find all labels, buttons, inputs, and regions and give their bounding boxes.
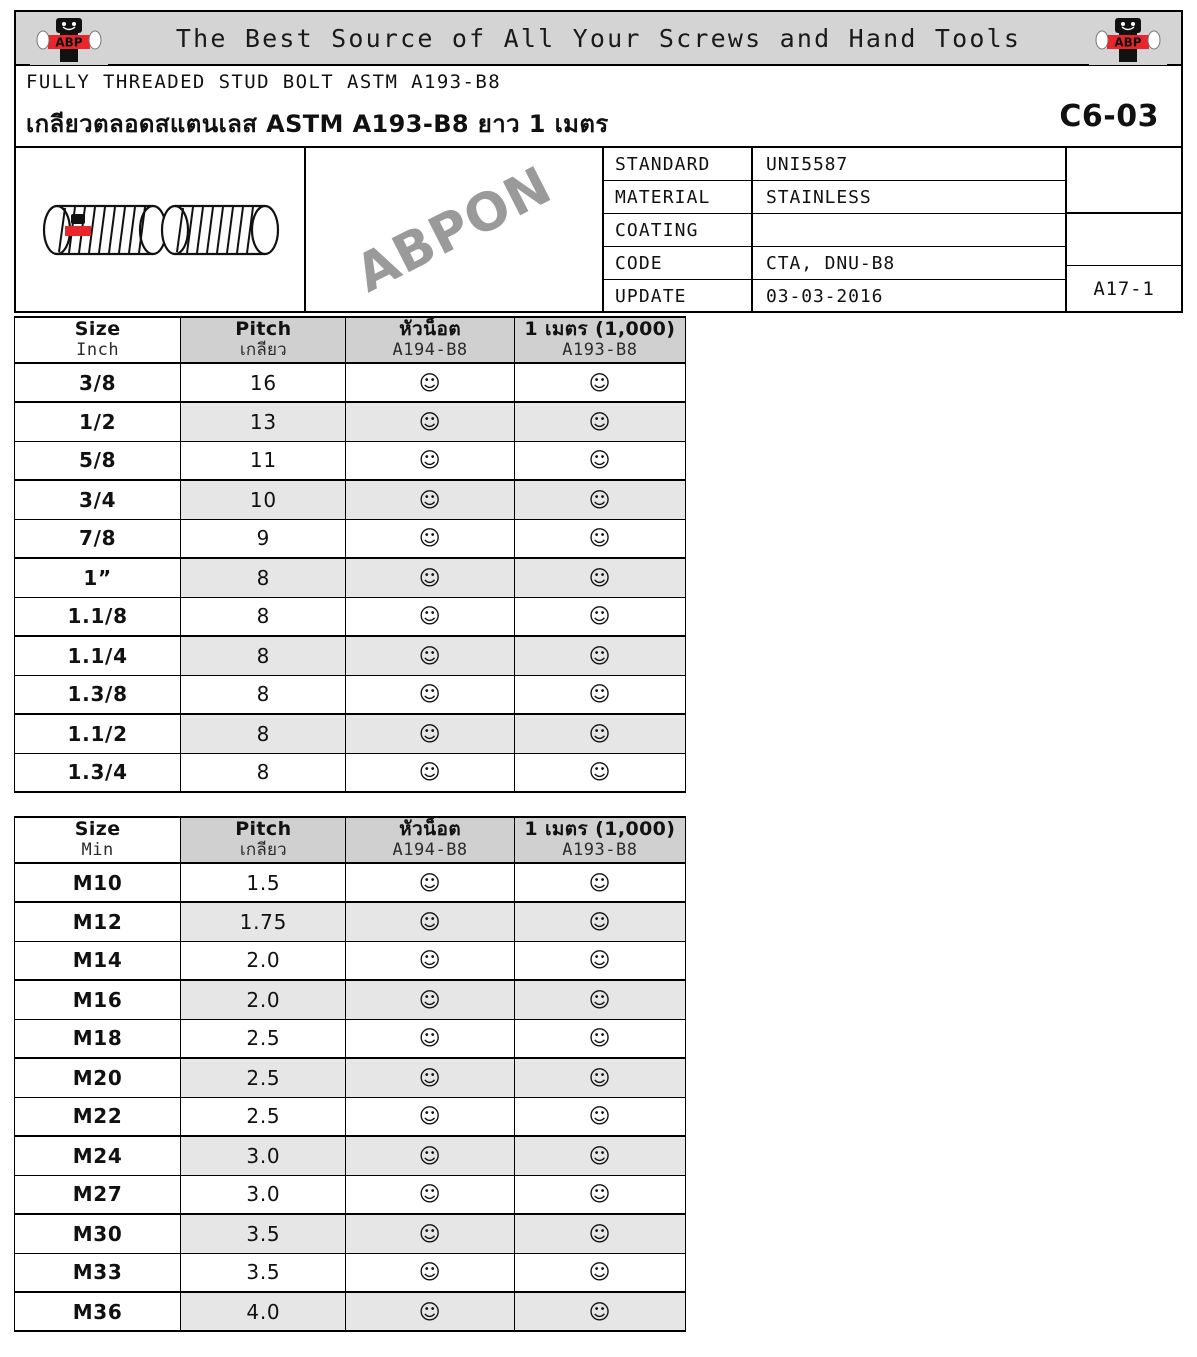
cell-size: M10 bbox=[15, 863, 181, 902]
cell-rod-availability bbox=[514, 1253, 685, 1292]
spec-side-top-cell bbox=[1067, 148, 1181, 214]
availability-smiley-icon: ☺ bbox=[418, 604, 442, 629]
cell-pitch: 9 bbox=[181, 519, 346, 558]
cell-nut-availability bbox=[346, 675, 514, 714]
table-row bbox=[15, 597, 686, 636]
cell-pitch: 3.0 bbox=[181, 1136, 346, 1175]
title-block bbox=[14, 66, 1183, 148]
cell-size: 7/8 bbox=[15, 519, 181, 558]
availability-smiley-icon: ☺ bbox=[588, 370, 612, 395]
table-header-row bbox=[15, 317, 686, 363]
availability-smiley-icon: ☺ bbox=[418, 721, 442, 746]
availability-smiley-icon: ☺ bbox=[418, 1065, 442, 1090]
availability-smiley-icon: ☺ bbox=[588, 948, 612, 973]
cell-nut-availability bbox=[346, 1097, 514, 1136]
header-pitch: Pitch เกลียว bbox=[181, 317, 346, 363]
spec-value: UNI5587 bbox=[766, 153, 849, 175]
availability-smiley-icon: ☺ bbox=[588, 448, 612, 473]
cell-size: M16 bbox=[15, 980, 181, 1019]
header-nut: หัวน็อต A194-B8 bbox=[346, 817, 514, 863]
svg-text:ABP: ABP bbox=[55, 35, 83, 50]
availability-smiley-icon: ☺ bbox=[588, 565, 612, 590]
header-rod: 1 เมตร (1,000) A193-B8 bbox=[514, 817, 685, 863]
svg-text:ABP: ABP bbox=[1114, 35, 1142, 50]
watermark-cell bbox=[304, 148, 604, 313]
banner-title: The Best Source of All Your Screws and Hand Tools bbox=[175, 23, 1022, 53]
header-rod: 1 เมตร (1,000) A193-B8 bbox=[514, 317, 685, 363]
availability-smiley-icon: ☺ bbox=[418, 1299, 442, 1324]
cell-nut-availability bbox=[346, 1214, 514, 1253]
spec-row bbox=[604, 148, 1067, 181]
availability-smiley-icon: ☺ bbox=[418, 448, 442, 473]
availability-smiley-icon: ☺ bbox=[588, 526, 612, 551]
cell-size: 3/8 bbox=[15, 363, 181, 402]
availability-smiley-icon: ☺ bbox=[418, 682, 442, 707]
availability-smiley-icon: ☺ bbox=[588, 1143, 612, 1168]
cell-rod-availability bbox=[514, 597, 685, 636]
cell-nut-availability bbox=[346, 480, 514, 519]
inch-table-body bbox=[15, 363, 686, 792]
cell-nut-availability bbox=[346, 363, 514, 402]
cell-size: 1.3/4 bbox=[15, 753, 181, 792]
spec-row bbox=[604, 214, 1067, 247]
cell-nut-availability bbox=[346, 753, 514, 792]
spec-key: CODE bbox=[615, 252, 663, 274]
cell-rod-availability bbox=[514, 1136, 685, 1175]
availability-smiley-icon: ☺ bbox=[418, 909, 442, 934]
cell-rod-availability bbox=[514, 1214, 685, 1253]
cell-pitch: 8 bbox=[181, 636, 346, 675]
spec-row bbox=[604, 181, 1067, 214]
cell-pitch: 8 bbox=[181, 675, 346, 714]
table-row bbox=[15, 863, 686, 902]
availability-smiley-icon: ☺ bbox=[418, 370, 442, 395]
cell-rod-availability bbox=[514, 1019, 685, 1058]
availability-smiley-icon: ☺ bbox=[418, 565, 442, 590]
availability-smiley-icon: ☺ bbox=[588, 1065, 612, 1090]
cell-size: M24 bbox=[15, 1136, 181, 1175]
cell-rod-availability bbox=[514, 519, 685, 558]
cell-nut-availability bbox=[346, 1136, 514, 1175]
table-row bbox=[15, 558, 686, 597]
cell-pitch: 2.0 bbox=[181, 941, 346, 980]
spec-table bbox=[602, 148, 1183, 313]
cell-pitch: 8 bbox=[181, 558, 346, 597]
table-row bbox=[15, 1097, 686, 1136]
header-nut: หัวน็อต A194-B8 bbox=[346, 317, 514, 363]
cell-pitch: 8 bbox=[181, 753, 346, 792]
cell-nut-availability bbox=[346, 441, 514, 480]
cell-nut-availability bbox=[346, 597, 514, 636]
cell-size: 1” bbox=[15, 558, 181, 597]
availability-smiley-icon: ☺ bbox=[418, 760, 442, 785]
table-row bbox=[15, 480, 686, 519]
inch-size-table bbox=[14, 316, 686, 793]
table-row bbox=[15, 363, 686, 402]
table-row bbox=[15, 1253, 686, 1292]
availability-smiley-icon: ☺ bbox=[588, 1026, 612, 1051]
cell-rod-availability bbox=[514, 863, 685, 902]
availability-smiley-icon: ☺ bbox=[588, 909, 612, 934]
metric-table-body bbox=[15, 863, 686, 1331]
watermark-text: ABPON bbox=[346, 154, 562, 305]
cell-nut-availability bbox=[346, 902, 514, 941]
cell-nut-availability bbox=[346, 519, 514, 558]
cell-pitch: 2.0 bbox=[181, 980, 346, 1019]
table-row bbox=[15, 441, 686, 480]
cell-size: 1/2 bbox=[15, 402, 181, 441]
cell-pitch: 2.5 bbox=[181, 1058, 346, 1097]
availability-smiley-icon: ☺ bbox=[418, 1260, 442, 1285]
document-code: C6-03 bbox=[1059, 99, 1159, 134]
cell-nut-availability bbox=[346, 402, 514, 441]
cell-rod-availability bbox=[514, 402, 685, 441]
cell-size: M30 bbox=[15, 1214, 181, 1253]
cell-nut-availability bbox=[346, 1175, 514, 1214]
cell-pitch: 3.0 bbox=[181, 1175, 346, 1214]
availability-smiley-icon: ☺ bbox=[588, 409, 612, 434]
abp-logo-left-icon bbox=[30, 15, 108, 65]
table-row bbox=[15, 1136, 686, 1175]
spec-value: STAINLESS bbox=[766, 186, 872, 208]
cell-nut-availability bbox=[346, 980, 514, 1019]
cell-nut-availability bbox=[346, 1253, 514, 1292]
availability-smiley-icon: ☺ bbox=[588, 1182, 612, 1207]
cell-size: 1.3/8 bbox=[15, 675, 181, 714]
cell-nut-availability bbox=[346, 558, 514, 597]
table-row bbox=[15, 636, 686, 675]
cell-rod-availability bbox=[514, 1058, 685, 1097]
availability-smiley-icon: ☺ bbox=[588, 1221, 612, 1246]
table-row bbox=[15, 1058, 686, 1097]
spec-key: STANDARD bbox=[615, 153, 711, 175]
cell-rod-availability bbox=[514, 1175, 685, 1214]
table-header-row bbox=[15, 817, 686, 863]
cell-size: 1.1/4 bbox=[15, 636, 181, 675]
cell-rod-availability bbox=[514, 714, 685, 753]
table-row bbox=[15, 980, 686, 1019]
availability-smiley-icon: ☺ bbox=[418, 870, 442, 895]
table-row bbox=[15, 753, 686, 792]
cell-size: M33 bbox=[15, 1253, 181, 1292]
cell-nut-availability bbox=[346, 1019, 514, 1058]
cell-size: M14 bbox=[15, 941, 181, 980]
availability-smiley-icon: ☺ bbox=[418, 1221, 442, 1246]
cell-rod-availability bbox=[514, 1292, 685, 1331]
cell-rod-availability bbox=[514, 441, 685, 480]
cell-nut-availability bbox=[346, 941, 514, 980]
availability-smiley-icon: ☺ bbox=[588, 987, 612, 1012]
metric-size-table bbox=[14, 816, 686, 1332]
availability-smiley-icon: ☺ bbox=[588, 682, 612, 707]
availability-smiley-icon: ☺ bbox=[418, 1182, 442, 1207]
availability-smiley-icon: ☺ bbox=[588, 760, 612, 785]
table-row bbox=[15, 1175, 686, 1214]
cell-pitch: 16 bbox=[181, 363, 346, 402]
header-pitch: Pitch เกลียว bbox=[181, 817, 346, 863]
table-row bbox=[15, 675, 686, 714]
page-banner bbox=[14, 10, 1183, 66]
cell-rod-availability bbox=[514, 675, 685, 714]
availability-smiley-icon: ☺ bbox=[588, 1260, 612, 1285]
cell-pitch: 10 bbox=[181, 480, 346, 519]
availability-smiley-icon: ☺ bbox=[418, 948, 442, 973]
cell-pitch: 1.75 bbox=[181, 902, 346, 941]
cell-nut-availability bbox=[346, 714, 514, 753]
middle-band bbox=[14, 148, 1183, 313]
spec-value: 03-03-2016 bbox=[766, 286, 884, 307]
cell-pitch: 4.0 bbox=[181, 1292, 346, 1331]
spec-key: UPDATE bbox=[615, 286, 687, 307]
availability-smiley-icon: ☺ bbox=[418, 487, 442, 512]
cell-pitch: 13 bbox=[181, 402, 346, 441]
cell-pitch: 3.5 bbox=[181, 1214, 346, 1253]
cell-rod-availability bbox=[514, 941, 685, 980]
cell-nut-availability bbox=[346, 863, 514, 902]
abp-logo-right-icon bbox=[1089, 15, 1167, 65]
availability-smiley-icon: ☺ bbox=[418, 1104, 442, 1129]
cell-pitch: 11 bbox=[181, 441, 346, 480]
cell-rod-availability bbox=[514, 636, 685, 675]
table-row bbox=[15, 1292, 686, 1331]
cell-nut-availability bbox=[346, 636, 514, 675]
availability-smiley-icon: ☺ bbox=[418, 526, 442, 551]
availability-smiley-icon: ☺ bbox=[588, 643, 612, 668]
product-title-en: FULLY THREADED STUD BOLT ASTM A193-B8 bbox=[26, 71, 502, 93]
product-title-th: เกลียวตลอดสแตนเลส ASTM A193-B8 ยาว 1 เมตร bbox=[26, 110, 609, 138]
table-row bbox=[15, 1019, 686, 1058]
availability-smiley-icon: ☺ bbox=[588, 604, 612, 629]
cell-size: M27 bbox=[15, 1175, 181, 1214]
cell-size: M12 bbox=[15, 902, 181, 941]
availability-smiley-icon: ☺ bbox=[418, 1143, 442, 1168]
cell-pitch: 1.5 bbox=[181, 863, 346, 902]
cell-pitch: 8 bbox=[181, 597, 346, 636]
cell-size: M20 bbox=[15, 1058, 181, 1097]
cell-rod-availability bbox=[514, 980, 685, 1019]
cell-size: M22 bbox=[15, 1097, 181, 1136]
header-size: Size Min bbox=[15, 817, 181, 863]
availability-smiley-icon: ☺ bbox=[588, 1299, 612, 1324]
spec-value: CTA, DNU-B8 bbox=[766, 252, 896, 274]
table-row bbox=[15, 902, 686, 941]
availability-smiley-icon: ☺ bbox=[418, 1026, 442, 1051]
cell-nut-availability bbox=[346, 1292, 514, 1331]
product-image-cell bbox=[14, 148, 306, 313]
cell-pitch: 3.5 bbox=[181, 1253, 346, 1292]
table-row bbox=[15, 1214, 686, 1253]
spec-divider bbox=[751, 214, 753, 246]
spec-key: MATERIAL bbox=[615, 186, 711, 208]
availability-smiley-icon: ☺ bbox=[418, 643, 442, 668]
cell-rod-availability bbox=[514, 480, 685, 519]
availability-smiley-icon: ☺ bbox=[418, 409, 442, 434]
cell-pitch: 8 bbox=[181, 714, 346, 753]
cell-nut-availability bbox=[346, 1058, 514, 1097]
table-row bbox=[15, 714, 686, 753]
cell-rod-availability bbox=[514, 363, 685, 402]
spec-key: COATING bbox=[615, 219, 699, 241]
availability-smiley-icon: ☺ bbox=[588, 487, 612, 512]
table-row bbox=[15, 941, 686, 980]
spec-row bbox=[604, 280, 1067, 313]
cell-rod-availability bbox=[514, 558, 685, 597]
spec-side-mid-cell bbox=[1067, 214, 1181, 266]
spec-row bbox=[604, 247, 1067, 280]
availability-smiley-icon: ☺ bbox=[418, 987, 442, 1012]
availability-smiley-icon: ☺ bbox=[588, 721, 612, 746]
cell-size: 1.1/2 bbox=[15, 714, 181, 753]
cell-pitch: 2.5 bbox=[181, 1097, 346, 1136]
table-row bbox=[15, 402, 686, 441]
threaded-rod-illustration bbox=[35, 190, 285, 270]
cell-size: 1.1/8 bbox=[15, 597, 181, 636]
header-size: Size Inch bbox=[15, 317, 181, 363]
cell-rod-availability bbox=[514, 1097, 685, 1136]
cell-size: M18 bbox=[15, 1019, 181, 1058]
cell-size: 5/8 bbox=[15, 441, 181, 480]
cell-rod-availability bbox=[514, 902, 685, 941]
cell-size: 3/4 bbox=[15, 480, 181, 519]
cell-rod-availability bbox=[514, 753, 685, 792]
availability-smiley-icon: ☺ bbox=[588, 1104, 612, 1129]
cell-size: M36 bbox=[15, 1292, 181, 1331]
availability-smiley-icon: ☺ bbox=[588, 870, 612, 895]
cell-pitch: 2.5 bbox=[181, 1019, 346, 1058]
table-row bbox=[15, 519, 686, 558]
spec-side-code: A17-1 bbox=[1093, 277, 1155, 300]
